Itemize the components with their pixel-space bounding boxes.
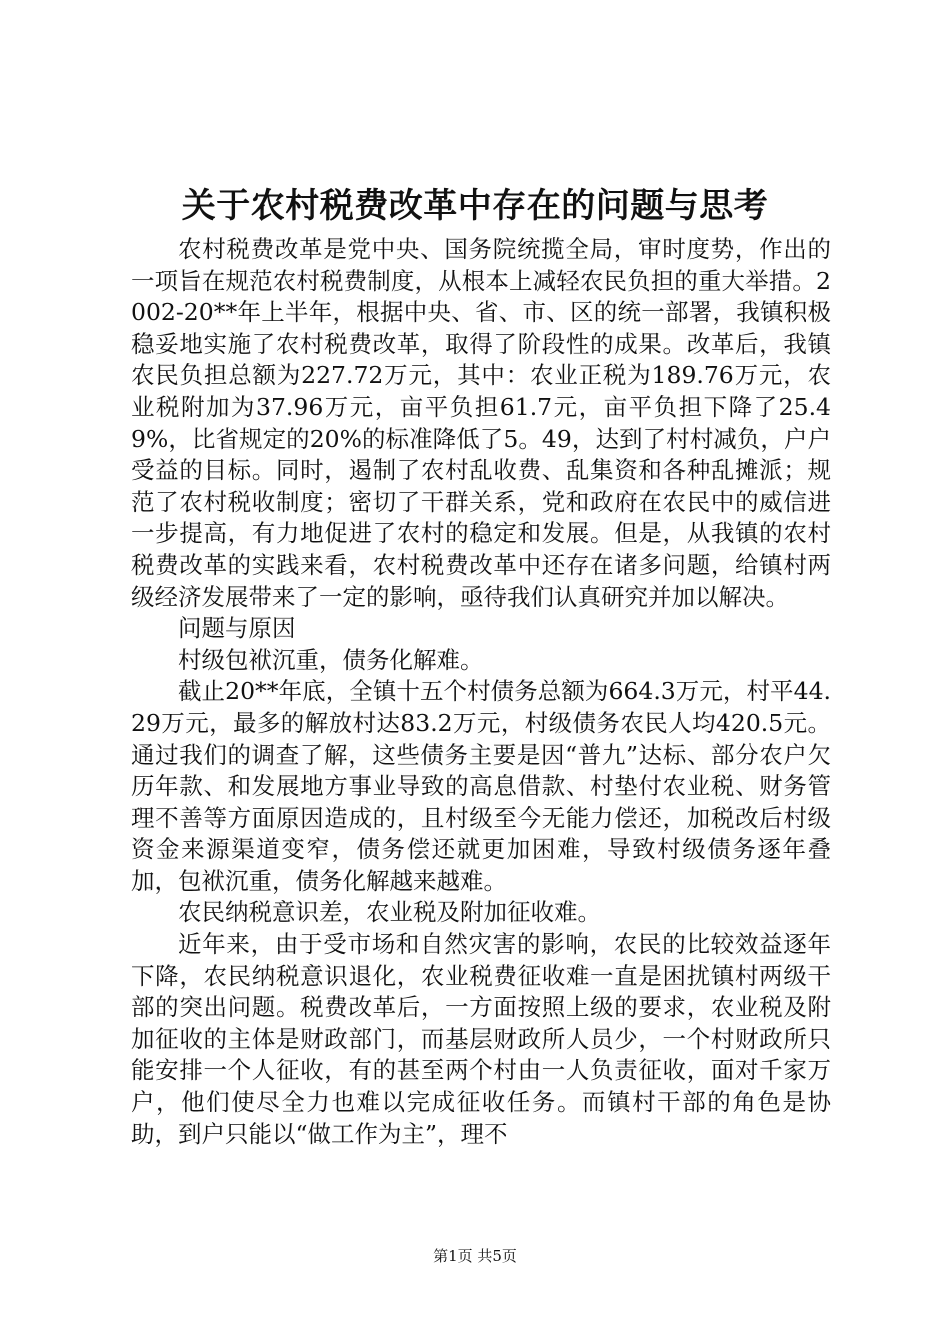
document-title: 关于农村税费改革中存在的问题与思考 [181,186,769,226]
page-footer: 第1页 共5页 [433,1247,517,1265]
subheading-tax-collection: 农民纳税意识差，农业税及附加征收难。 [178,898,601,927]
subheading-village-debt: 村级包袱沉重，债务化解难。 [178,645,484,674]
document-body [131,234,831,1150]
section-heading-problems: 问题与原因 [178,614,296,643]
debt-paragraph: 截止20**年底，全镇十五个村债务总额为664.3万元，村平44.29万元，最多的解放村达83.2万元，村级债务农民人均420.5元。通过我们的调查了解，这些债务主要是因“普九”达标、部分农户欠历年款、和发展地方事业导致的高息借款、村垫付农业税、财务管理不善等方面原因造成的，且村级至今无能力偿还，加税改后村级资金来源渠道变窄，债务偿还就更加困难，导致村级债务逐年叠加，包袱沉重，债务化解越来越难。 [131,677,831,895]
tax-collection-paragraph: 近年来，由于受市场和自然灾害的影响，农民的比较效益逐年下降，农民纳税意识退化，农业税费征收难一直是困扰镇村两级干部的突出问题。税费改革后，一方面按照上级的要求，农业税及附加征收的主体是财政部门，而基层财政所人员少，一个村财政所只能安排一个人征收，有的甚至两个村由一人负责征收，面对千家万户，他们使尽全力也难以完成征收任务。而镇村干部的角色是协助，到户只能以“做工作为主”，理不 [131,930,831,1148]
intro-paragraph: 农村税费改革是党中央、国务院统揽全局，审时度势，作出的一项旨在规范农村税费制度，从根本上减轻农民负担的重大举措。2002-20**年上半年，根据中央、省、市、区的统一部署，我镇积极稳妥地实施了农村税费改革，取得了阶段性的成果。改革后，我镇农民负担总额为227.72万元，其中：农业正税为189.76万元，农业税附加为37.96万元，亩平负担61.7元，亩平负担下降了25.49%，比省规定的20%的标准降低了5。49，达到了村村减负，户户受益的目标。同时，遏制了农村乱收费、乱集资和各种乱摊派；规范了农村税收制度；密切了干群关系，党和政府在农民中的威信进一步提高，有力地促进了农村的稳定和发展。但是，从我镇的农村税费改革的实践来看，农村税费改革中还存在诸多问题，给镇村两级经济发展带来了一定的影响，亟待我们认真研究并加以解决。 [131,235,831,611]
